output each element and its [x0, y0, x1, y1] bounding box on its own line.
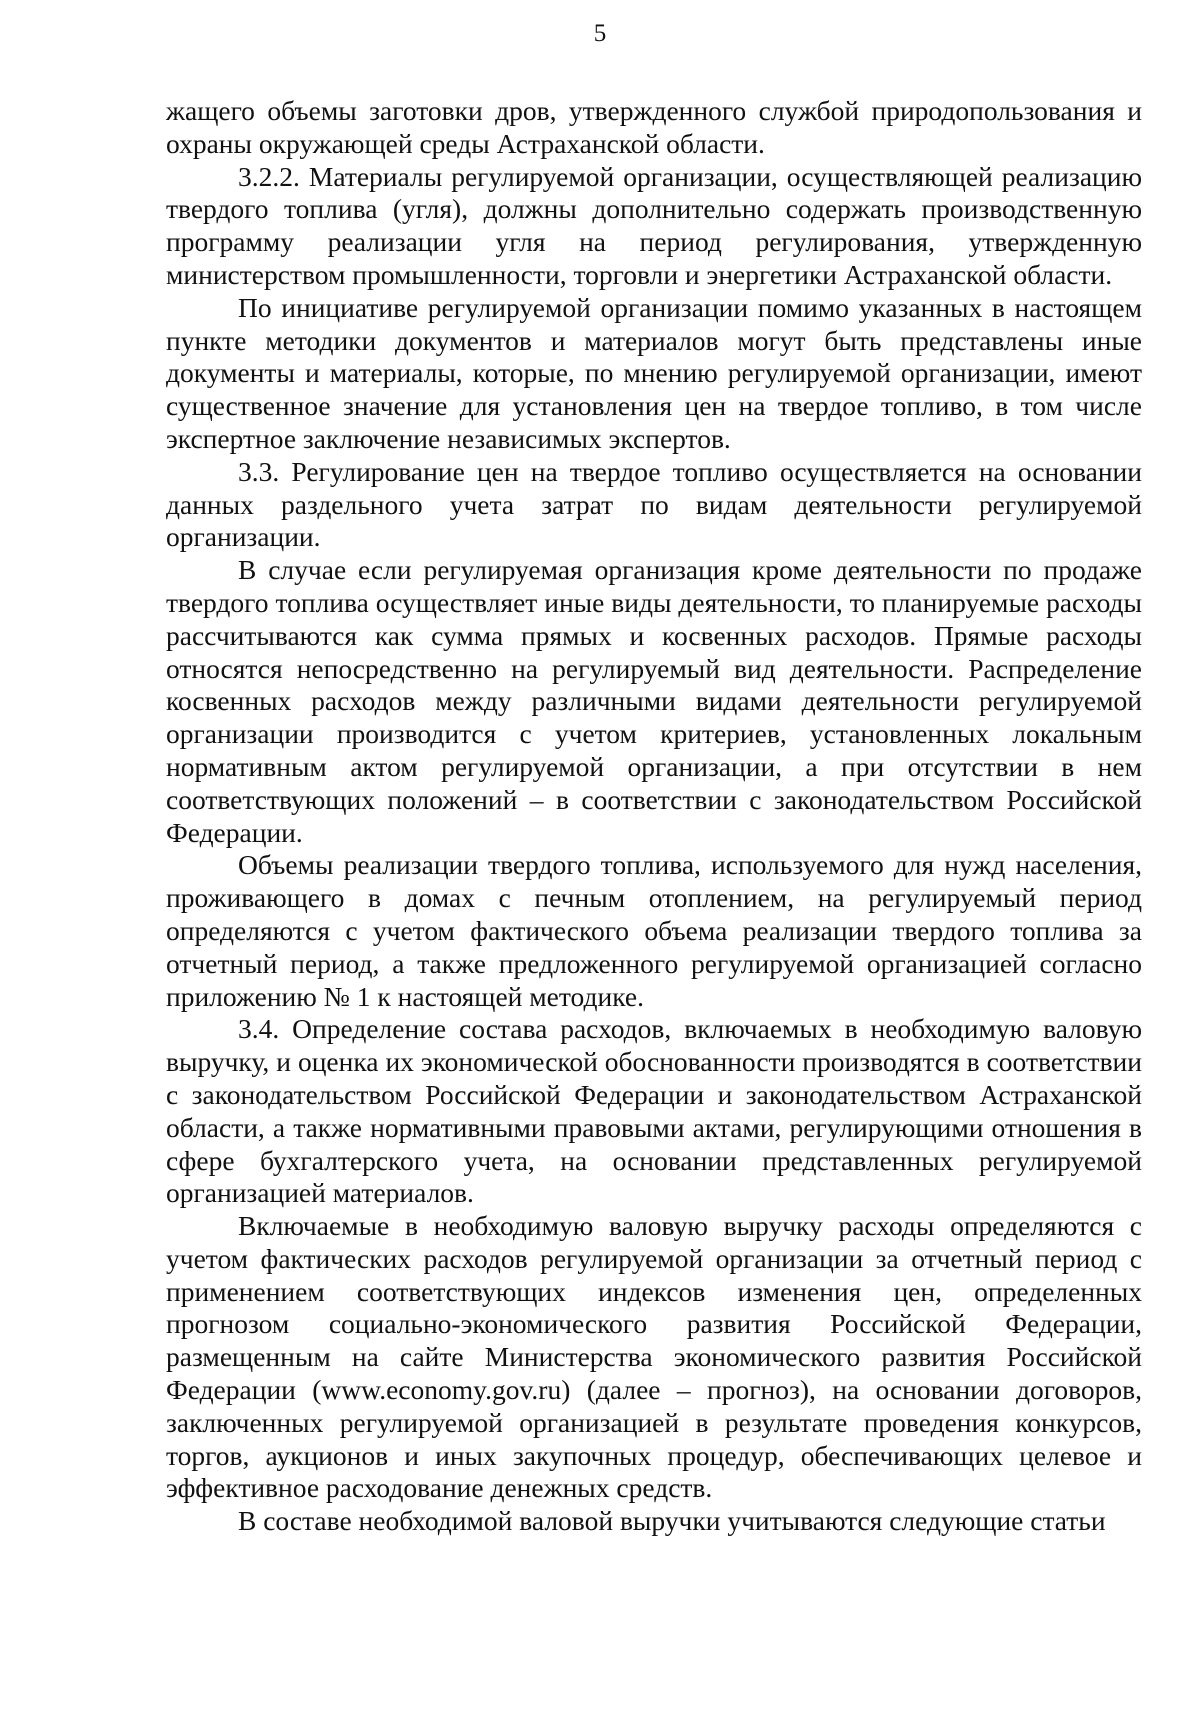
paragraph-revenue-items: В составе необходимой валовой выручки учитываются следующие статьи [238, 1505, 1106, 1537]
paragraph-continuation: жащего объемы заготовки дров, утвержденного службой природопользования и охраны окружающей среды Астраханской области. [166, 95, 1142, 159]
page-number: 5 [593, 20, 607, 47]
paragraph-other-activities: В случае если регулируемая организация кроме деятельности по продаже твердого топлива осуществляет иные виды деятельности, то планируемые расходы рассчитываются как сумма прямых и косвенных расходов. Прямые расходы относятся непосредственно на регулируемый вид деятельности. Распределение косвенных расходов между различными видами деятельности регулируемой организации производится с учетом критериев, установленных локальным нормативным актом регулируемой организации, а при отсутствии в нем соответствующих положений – в соответствии с законодательством Российской Федерации. [166, 554, 1142, 848]
paragraph-3-2-2: 3.2.2. Материалы регулируемой организации, осуществляющей реализацию твердого топлива (угля), должны дополнительно содержать производственную программу реализации угля на период регулирования, утвержденную министерством промышленности, торговли и энергетики Астраханской области. [166, 160, 1142, 290]
paragraph-included-expenses: Включаемые в необходимую валовую выручку расходы определяются с учетом фактических расходов регулируемой организации за отчетный период с применением соответствующих индексов изменения цен, определенных прогнозом социально-экономического развития Российской Федерации, размещенным на сайте Министерства экономического развития Российской Федерации (www.economy.gov.ru) (далее – прогноз), на основании договоров, заключенных регулируемой организацией в результате проведения конкурсов, торгов, аукционов и иных закупочных процедур, обеспечивающих целевое и эффективное расходование денежных средств. [166, 1210, 1142, 1504]
paragraph-3-3: 3.3. Регулирование цен на твердое топливо осуществляется на основании данных раздельного учета затрат по видам деятельности регулируемой организации. [166, 455, 1142, 553]
paragraph-sales-volumes: Объемы реализации твердого топлива, используемого для нужд населения, проживающего в домах с печным отоплением, на регулируемый период определяются с учетом фактического объема реализации твердого топлива за отчетный период, а также предложенного регулируемой организацией согласно приложению № 1 к настоящей методике. [166, 849, 1142, 1012]
document-body [166, 95, 1142, 1538]
paragraph-3-4: 3.4. Определение состава расходов, включаемых в необходимую валовую выручку, и оценка их экономической обоснованности производятся в соответствии с законодательством Российской Федерации и законодательством Астраханской области, а также нормативными правовыми актами, регулирующими отношения в сфере бухгалтерского учета, на основании представленных регулируемой организацией материалов. [166, 1013, 1142, 1209]
paragraph-initiative: По инициативе регулируемой организации помимо указанных в настоящем пункте методики документов и материалов могут быть представлены иные документы и материалы, которые, по мнению регулируемой организации, имеют существенное значение для установления цен на твердое топливо, в том числе экспертное заключение независимых экспертов. [166, 291, 1142, 454]
